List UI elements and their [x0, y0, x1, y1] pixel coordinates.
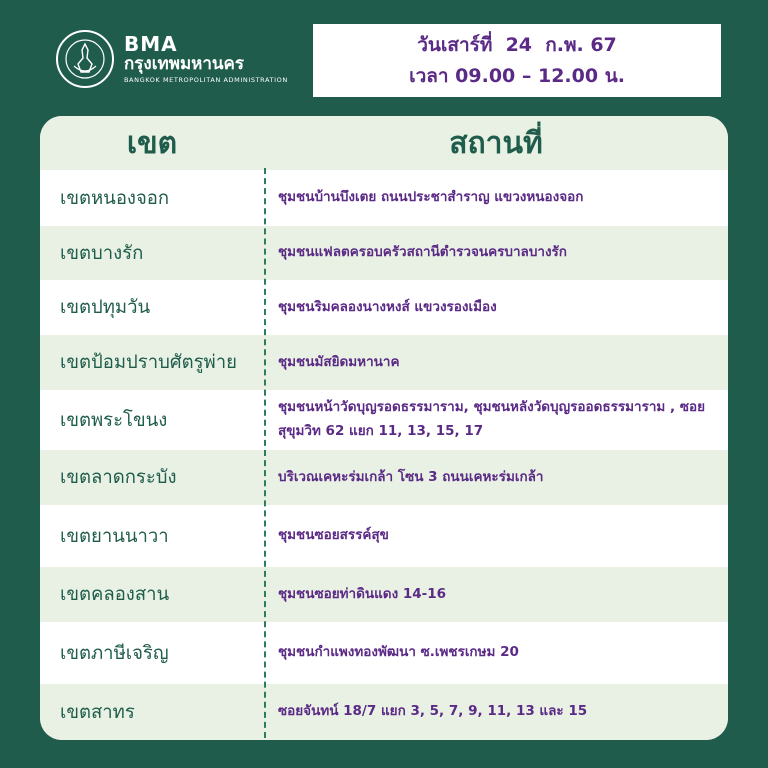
- district-cell: เขตคลองสาน: [60, 584, 170, 605]
- district-cell: เขตสาทร: [60, 701, 135, 723]
- district-cell: เขตยานนาวา: [60, 525, 169, 547]
- district-cell: เขตป้อมปราบศัตรูพ่าย: [60, 352, 237, 373]
- date-time-box: [313, 24, 721, 97]
- column-header-district: เขต: [126, 125, 178, 161]
- bma-logo: [56, 30, 288, 88]
- table-row: [40, 684, 728, 740]
- table-row: [40, 390, 728, 450]
- place-cell: ชุมชนกำแพงทองพัฒนา ซ.เพชรเกษม 20: [278, 644, 519, 661]
- place-cell: ชุมชนบ้านบึงเตย ถนนประชาสำราญ แขวงหนองจอก: [278, 189, 584, 206]
- district-cell: เขตหนองจอก: [60, 187, 170, 209]
- date-line: วันเสาร์ที่ 24 ก.พ. 67: [417, 34, 617, 57]
- column-divider: [264, 168, 266, 738]
- table-row: [40, 335, 728, 390]
- district-cell: เขตภาษีเจริญ: [60, 642, 169, 664]
- district-cell: เขตบางรัก: [60, 242, 144, 264]
- column-header-place: สถานที่: [449, 125, 543, 161]
- logo-abbr: BMA: [124, 32, 178, 57]
- place-cell: ชุมชนซอยท่าดินแดง 14-16: [278, 585, 447, 602]
- place-cell: บริเวณเคหะร่มเกล้า โซน 3 ถนนเคหะร่มเกล้า: [278, 468, 544, 485]
- table-header: [40, 116, 728, 170]
- logo-thai-name: กรุงเทพมหานคร: [124, 54, 245, 75]
- district-cell: เขตพระโขนง: [60, 409, 168, 431]
- table-body: [40, 170, 728, 740]
- table-row: [40, 280, 728, 335]
- place-cell: ชุมชนริมคลองนางหงส์ แขวงรองเมือง: [278, 298, 497, 315]
- place-cell: ชุมชนหน้าวัดบุญรอดธรรมาราม, ชุมชนหลังวัดบุญรออดธรรมาราม , ซอยสุขุมวิท 62 แยก 11, 13, 15, 17: [278, 399, 706, 439]
- place-cell: ชุมชนซอยสรรค์สุข: [278, 527, 389, 544]
- table-row: [40, 567, 728, 622]
- table-row: [40, 450, 728, 505]
- table-row: [40, 505, 728, 567]
- district-cell: เขตลาดกระบัง: [60, 467, 177, 488]
- schedule-table: [40, 116, 728, 740]
- place-cell: ชุมชนแฟลตครอบครัวสถานีตำรวจนครบาลบางรัก: [278, 244, 567, 261]
- district-cell: เขตปทุมวัน: [60, 297, 151, 318]
- place-cell: ซอยจันทน์ 18/7 แยก 3, 5, 7, 9, 11, 13 และ 15: [278, 703, 588, 720]
- time-line: เวลา 09.00 – 12.00 น.: [409, 64, 625, 87]
- logo-english-name: BANGKOK METROPOLITAN ADMINISTRATION: [124, 76, 288, 85]
- table-row: [40, 622, 728, 684]
- table-row: [40, 170, 728, 226]
- place-cell: ชุมชนมัสยิดมหานาค: [278, 353, 400, 370]
- bma-seal-icon: [56, 30, 114, 88]
- table-row: [40, 226, 728, 280]
